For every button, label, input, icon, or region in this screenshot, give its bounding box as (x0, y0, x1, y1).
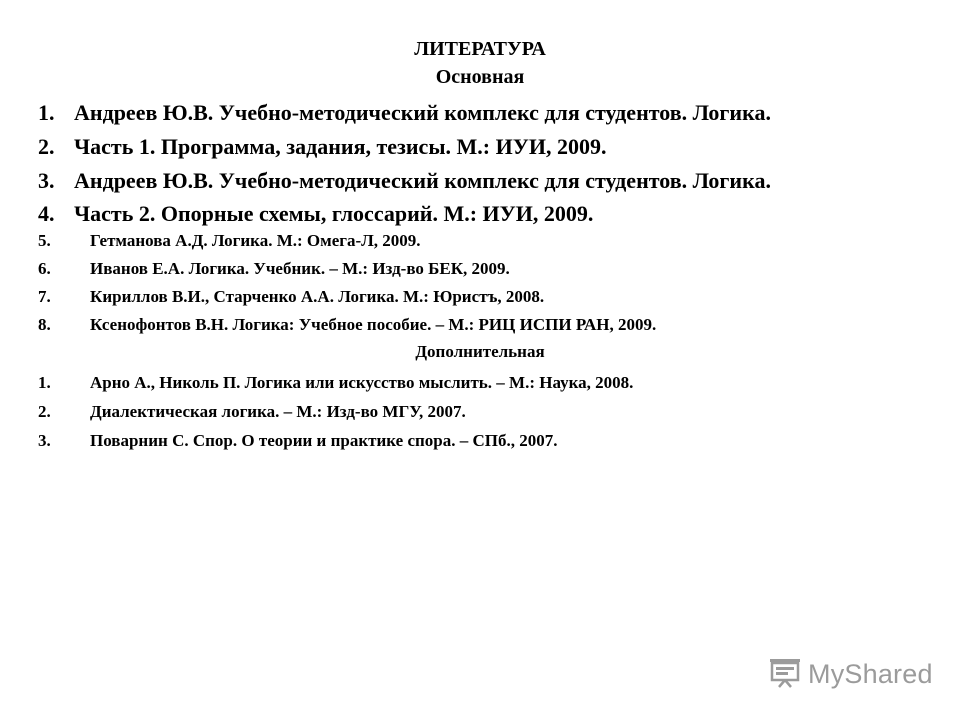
list-text: Андреев Ю.В. Учебно-методический комплекс для студентов. Логика. (74, 100, 771, 125)
list-text: Часть 1. Программа, задания, тезисы. М.: ИУИ, 2009. (74, 134, 607, 159)
list-number: 2. (38, 402, 51, 421)
list-number: 4. (38, 201, 55, 226)
list-text: Арно А., Николь П. Логика или искусство мыслить. – М.: Наука, 2008. (90, 373, 634, 392)
list-number: 3. (38, 431, 51, 450)
list-text: Часть 2. Опорные схемы, глоссарий. М.: ИУИ, 2009. (74, 201, 594, 226)
section-heading-main: Основная (435, 66, 525, 88)
list-number: 1. (38, 373, 51, 392)
list-text: Поварнин С. Спор. О теории и практике спора. – СПб., 2007. (90, 431, 558, 450)
list-text: Кириллов В.И., Старченко А.А. Логика. М.: Юристъ, 2008. (90, 287, 545, 306)
list-number: 5. (38, 231, 51, 250)
list-number: 6. (38, 259, 51, 278)
section-heading-extra: Дополнительная (415, 342, 545, 361)
watermark-text: MyShared (808, 658, 933, 689)
list-text: Иванов Е.А. Логика. Учебник. – М.: Изд-во БЕК, 2009. (90, 259, 510, 278)
list-number: 8. (38, 315, 51, 334)
list-number: 7. (38, 287, 51, 306)
page-title: ЛИТЕРАТУРА (414, 38, 546, 60)
watermark-logo (768, 656, 933, 692)
list-text: Диалектическая логика. – М.: Изд-во МГУ, 2007. (90, 402, 466, 421)
list-number: 3. (38, 168, 55, 193)
list-number: 2. (38, 134, 55, 159)
list-number: 1. (38, 100, 55, 125)
list-text: Гетманова А.Д. Логика. М.: Омега-Л, 2009. (90, 231, 421, 250)
projector-screen-icon (768, 656, 802, 693)
list-text: Андреев Ю.В. Учебно-методический комплекс для студентов. Логика. (74, 168, 771, 193)
list-text: Ксенофонтов В.Н. Логика: Учебное пособие. – М.: РИЦ ИСПИ РАН, 2009. (90, 315, 657, 334)
